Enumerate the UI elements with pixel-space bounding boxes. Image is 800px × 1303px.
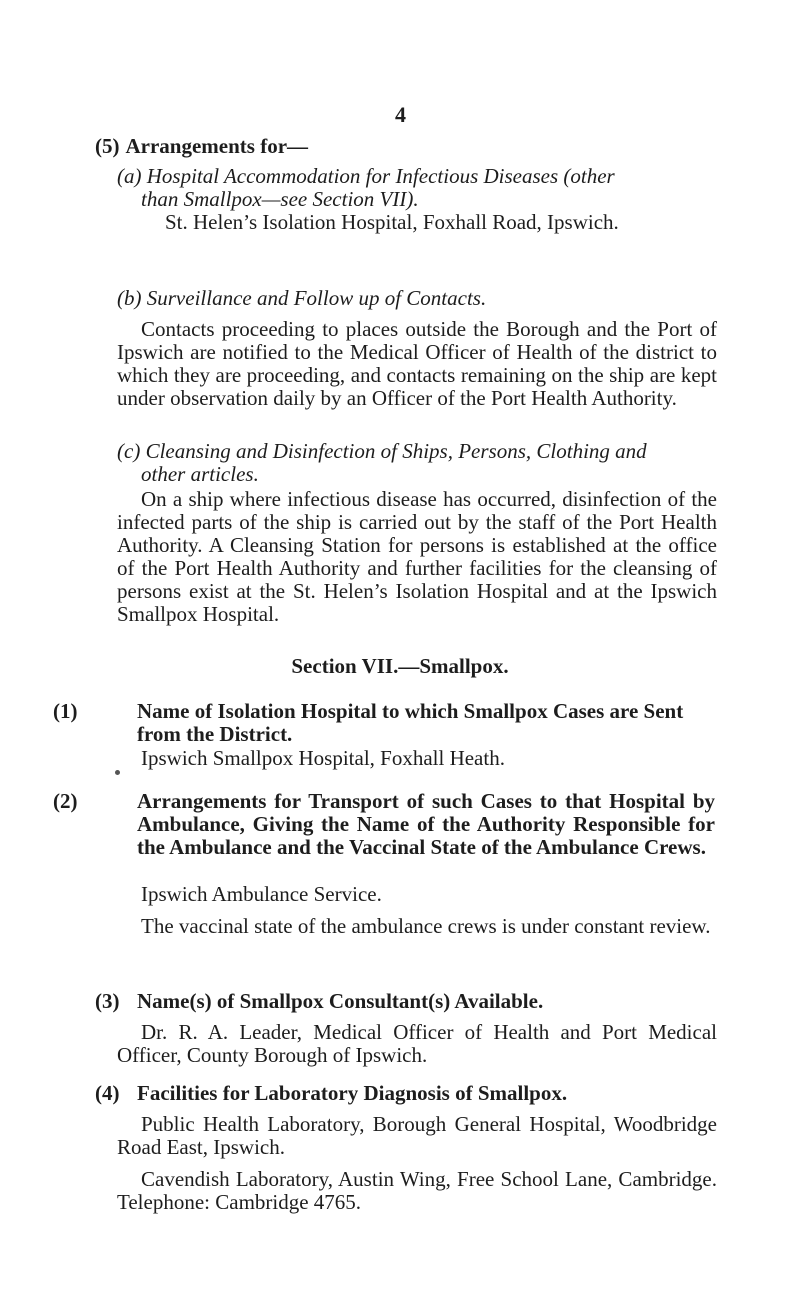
section-5-heading — [95, 135, 308, 158]
item-3-heading-text: Name(s) of Smallpox Consultant(s) Available. — [137, 989, 544, 1013]
subsection-c-title-line2: other articles. — [141, 462, 259, 486]
subsection-c-title-line1: Cleansing and Disinfection of Ships, Persons, Clothing and — [145, 439, 647, 463]
item-4-number: (4) — [95, 1081, 120, 1105]
subsection-b-title — [117, 287, 717, 310]
subsection-a-title — [117, 165, 717, 211]
item-1-body-1: Ipswich Smallpox Hospital, Foxhall Heath. — [141, 746, 505, 770]
subsection-a-body-text: St. Helen’s Isolation Hospital, Foxhall Road, Ipswich. — [165, 210, 619, 234]
subsection-c-body: On a ship where infectious disease has occurred, disinfection of the infected parts of the ship is carried out by the staff of the Port Health Authority. A Cleansing Station for persons is established at the office of the Port Health Authority and further facilities for the cleansing of persons exist at the St. Helen’s Isolation Hospital and at the Ipswich Smallpox Hospital. — [117, 487, 717, 626]
subsection-a-title-line1: Hospital Accommodation for Infectious Diseases (other — [146, 164, 615, 188]
subsection-a-title-line2: than Smallpox—see Section VII). — [141, 187, 419, 211]
subsection-b-body: Contacts proceeding to places outside the Borough and the Port of Ipswich are notified to the Medical Officer of Health of the district to which they are proceeding, and contacts remaining on the ship are kept under observation daily by an Officer of the Port Health Authority. — [117, 317, 717, 410]
section-5-title: Arrangements for— — [125, 134, 309, 158]
item-1-heading-text: Name of Isolation Hospital to which Smallpox Cases are Sent from the District. — [137, 699, 684, 746]
subsection-b-title-text: Surveillance and Follow up of Contacts. — [146, 286, 487, 310]
item-4-body-1: Public Health Laboratory, Borough General Hospital, Woodbridge Road East, Ipswich. — [117, 1112, 717, 1159]
item-2-body-1: Ipswich Ambulance Service. — [141, 882, 382, 906]
item-3-number: (3) — [95, 989, 120, 1013]
item-1-number: (1) — [53, 699, 78, 723]
item-2-body-2: The vaccinal state of the ambulance crews is under constant review. — [141, 914, 711, 938]
item-2-heading — [53, 789, 715, 859]
subsection-a-label: (a) — [117, 164, 142, 188]
item-3-body-1: Dr. R. A. Leader, Medical Officer of Health and Port Medical Officer, County Borough of Ipswich. — [117, 1020, 717, 1067]
subsection-a-body — [141, 211, 717, 234]
item-4-body-2: Cavendish Laboratory, Austin Wing, Free School Lane, Cambridge. Telephone: Cambridge 4765. — [117, 1167, 717, 1214]
section-7-title: Section VII.—Smallpox. — [291, 654, 509, 678]
subsection-b-label: (b) — [117, 286, 142, 310]
item-2-number: (2) — [53, 789, 78, 813]
item-1-heading — [53, 699, 715, 746]
item-2-heading-text: Arrangements for Transport of such Cases to that Hospital by Ambulance, Giving the Name of the Authority Responsible for the Ambulance and the Vaccinal State of the Ambulance Crews. — [137, 789, 715, 859]
print-speck — [115, 770, 120, 775]
item-4-heading-text: Facilities for Laboratory Diagnosis of Smallpox. — [137, 1081, 568, 1105]
section-5-number: (5) — [95, 134, 120, 158]
subsection-c-title — [117, 440, 717, 486]
page-number: 4 — [395, 102, 406, 127]
item-4-heading — [95, 1082, 715, 1105]
subsection-c-label: (c) — [117, 439, 141, 463]
item-3-heading — [95, 990, 715, 1013]
